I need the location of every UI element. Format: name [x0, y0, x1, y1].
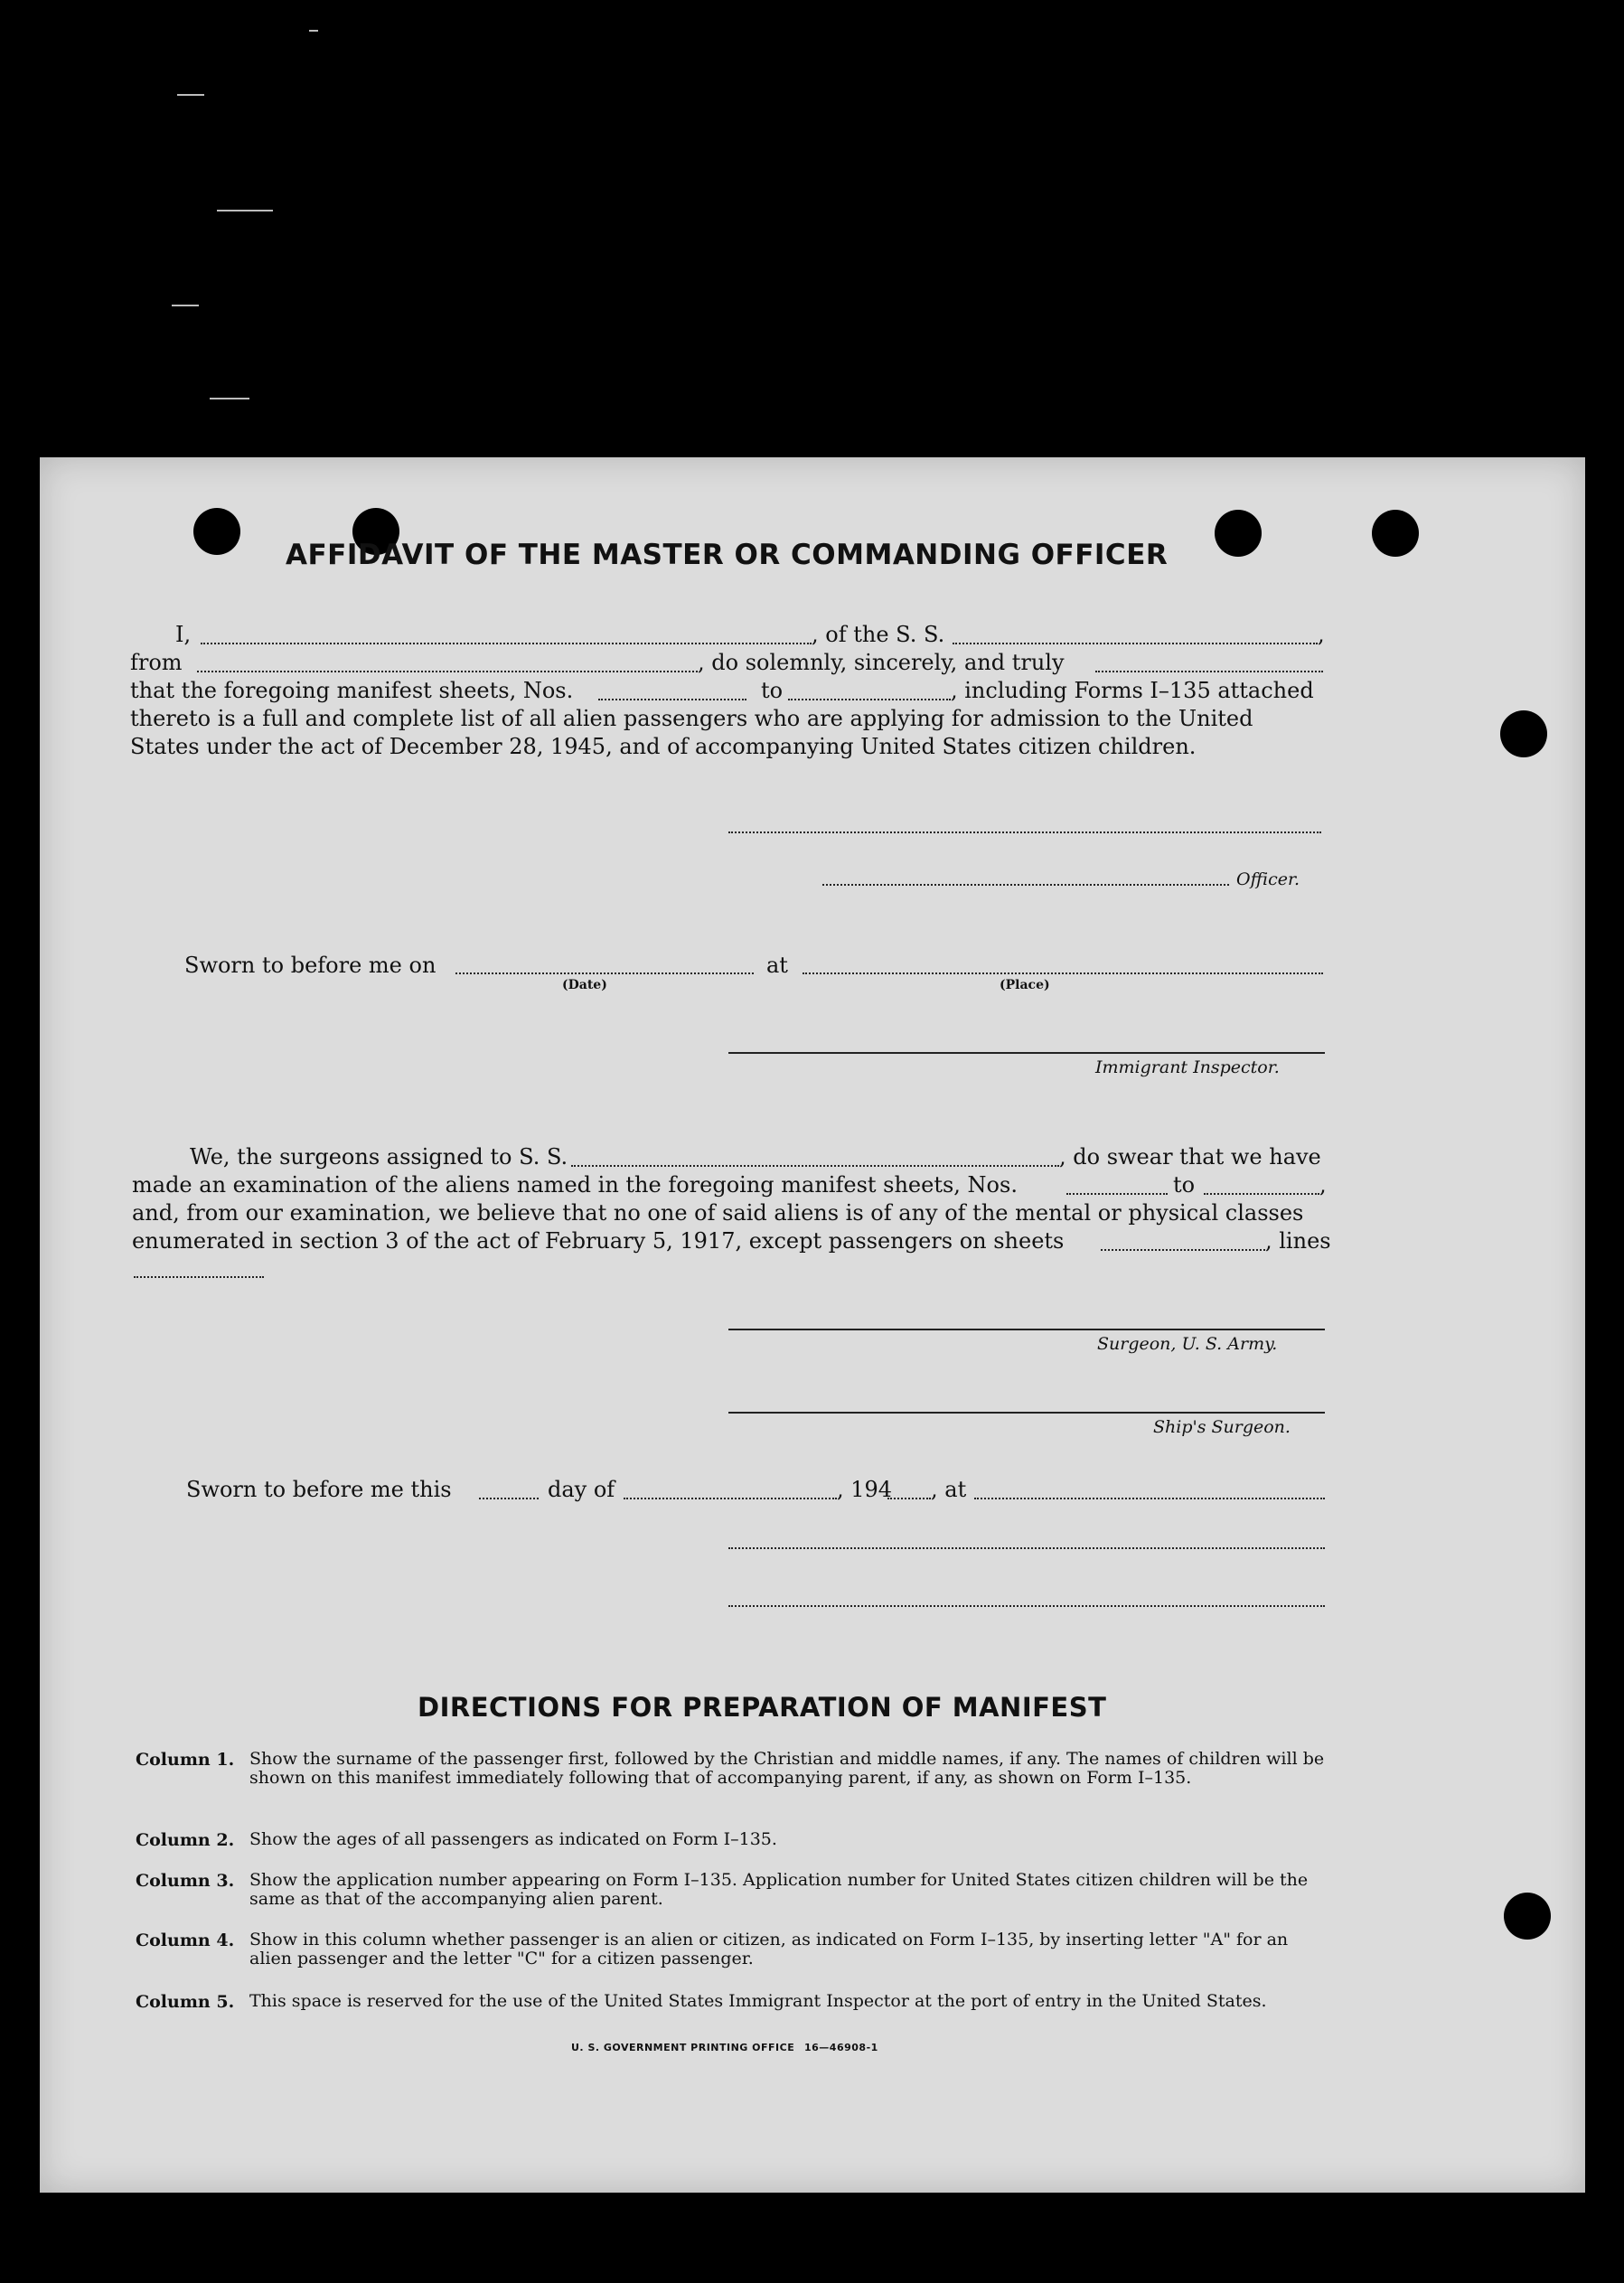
form-code: 16—46908-1: [804, 2042, 878, 2053]
surgeons-line2-to: to: [1173, 1172, 1196, 1198]
punch-hole: [1372, 510, 1419, 557]
scan-mark: [172, 305, 199, 306]
sworn1-at: at: [766, 953, 788, 978]
ship-name-field[interactable]: [953, 643, 1318, 644]
comma: ,: [1319, 1172, 1327, 1198]
officer-label: Officer.: [1236, 869, 1300, 889]
column-4-text: Show in this column whether passenger is an alien or citizen, as indicated on Form I–135, by inserting letter "A" for an alien passenger and the letter "C" for a citizen passenger.: [249, 1930, 1289, 1968]
surgeons-line4-end: , lines: [1265, 1228, 1331, 1254]
column-3-label: Column 3.: [136, 1871, 235, 1891]
master-name-field[interactable]: [201, 643, 812, 644]
sheets-field[interactable]: [1101, 1249, 1265, 1251]
sworn2-signature-field-1[interactable]: [728, 1547, 1325, 1549]
form-title: AFFIDAVIT OF THE MASTER OR COMMANDING OFFICER: [286, 539, 1169, 571]
surgeon-manifest-from-field[interactable]: [1066, 1193, 1168, 1195]
punch-hole: [193, 508, 240, 555]
affidavit-line1-ship: , of the S. S.: [812, 622, 945, 647]
place-caption: (Place): [1000, 978, 1050, 992]
column-2-text: Show the ages of all passengers as indicated on Form I–135.: [249, 1829, 777, 1849]
column-1-label: Column 1.: [136, 1750, 235, 1770]
date-caption: (Date): [562, 978, 607, 992]
sworn-date-field[interactable]: [455, 972, 754, 974]
comma: ,: [1318, 622, 1325, 647]
sworn1-text: Sworn to before me on: [184, 953, 437, 978]
sworn2-year-field[interactable]: [887, 1498, 931, 1499]
sworn2-day-field[interactable]: [479, 1498, 539, 1499]
column-1-text: Show the surname of the passenger first, followed by the Christian and middle names, if any. The names of children will be shown on this manifest immediately following that of accompanying parent, if any, as shown on Form I–135.: [249, 1749, 1325, 1788]
manifest-to-field[interactable]: [788, 699, 951, 700]
punch-hole: [1500, 710, 1547, 757]
surgeons-line1-start: We, the surgeons assigned to S. S.: [190, 1144, 568, 1170]
sworn2-at: , at: [931, 1477, 967, 1502]
lines-field[interactable]: [134, 1276, 264, 1278]
master-signature-field[interactable]: [728, 831, 1321, 833]
punch-hole: [1504, 1893, 1551, 1940]
army-surgeon-label: Surgeon, U. S. Army.: [1097, 1334, 1278, 1354]
column-5-text: This space is reserved for the use of the United States Immigrant Inspector at the port of entry in the United States.: [249, 1991, 1267, 2011]
surgeon-ship-field[interactable]: [571, 1165, 1059, 1167]
sworn2-dayof: day of: [548, 1477, 615, 1502]
sworn2-signature-field-2[interactable]: [728, 1605, 1325, 1607]
surgeons-line1-end: , do swear that we have: [1059, 1144, 1321, 1170]
surgeons-line4-start: enumerated in section 3 of the act of February 5, 1917, except passengers on sheets: [132, 1228, 1065, 1254]
affidavit-line1-start: I,: [175, 622, 192, 647]
affidavit-line3-start: that the foregoing manifest sheets, Nos.: [130, 678, 574, 703]
affidavit-line3-end: , including Forms I–135 attached: [951, 678, 1314, 703]
punch-hole: [1215, 510, 1262, 557]
surgeon-manifest-to-field[interactable]: [1204, 1193, 1319, 1195]
directions-title: DIRECTIONS FOR PREPARATION OF MANIFEST: [418, 1692, 1107, 1723]
sworn2-start: Sworn to before me this: [186, 1477, 452, 1502]
sworn-place-field[interactable]: [803, 972, 1323, 974]
affidavit-line5: States under the act of December 28, 1945, and of accompanying United States citizen children.: [130, 734, 1197, 759]
sworn2-year: , 194: [837, 1477, 893, 1502]
inspector-signature-field[interactable]: [728, 1052, 1325, 1054]
army-surgeon-signature-field[interactable]: [728, 1329, 1325, 1330]
affidavit-line2-start: from: [130, 650, 183, 675]
column-5-label: Column 5.: [136, 1992, 235, 2012]
scan-mark: [210, 398, 249, 399]
surgeons-line2-start: made an examination of the aliens named in the foregoing manifest sheets, Nos.: [132, 1172, 1018, 1198]
inspector-label: Immigrant Inspector.: [1095, 1057, 1280, 1077]
sworn2-month-field[interactable]: [624, 1498, 837, 1499]
scan-mark: [309, 30, 318, 32]
ship-surgeon-label: Ship's Surgeon.: [1153, 1417, 1291, 1437]
column-4-label: Column 4.: [136, 1931, 235, 1950]
ship-surgeon-signature-field[interactable]: [728, 1412, 1325, 1414]
affidavit-line3-to: to: [761, 678, 784, 703]
from-port-field[interactable]: [197, 671, 698, 672]
affidavit-line4: thereto is a full and complete list of all alien passengers who are applying for admission to the United: [130, 706, 1253, 731]
scan-mark: [217, 210, 273, 211]
officer-field[interactable]: [822, 884, 1229, 886]
surgeons-line3: and, from our examination, we believe that no one of said aliens is of any of the mental or physical classes: [132, 1200, 1304, 1226]
affidavit-line2-mid: , do solemnly, sincerely, and truly: [698, 650, 1065, 675]
manifest-from-field[interactable]: [598, 699, 746, 700]
from-continued-field[interactable]: [1095, 671, 1323, 672]
column-3-text: Show the application number appearing on Form I–135. Application number for United States citizen children will be the same as that of the accompanying alien parent.: [249, 1870, 1309, 1909]
sworn2-place-field[interactable]: [974, 1498, 1325, 1499]
column-2-label: Column 2.: [136, 1830, 235, 1850]
printing-office: U. S. GOVERNMENT PRINTING OFFICE: [571, 2042, 795, 2053]
scan-mark: [177, 94, 204, 96]
